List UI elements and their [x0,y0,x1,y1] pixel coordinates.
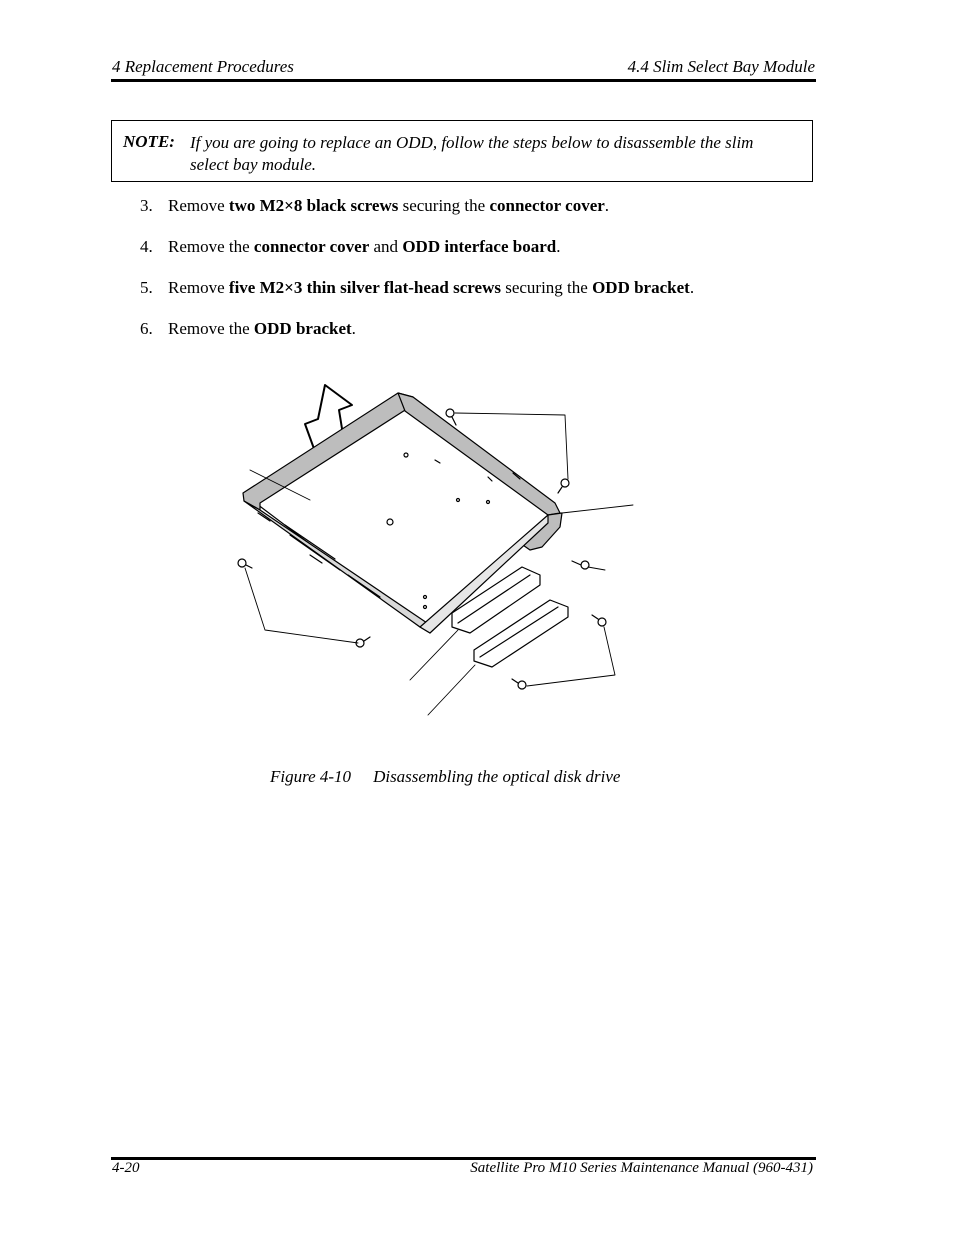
running-header-section: 4.4 Slim Select Bay Module [627,57,815,76]
procedure-step [140,237,694,278]
procedure-steps [140,196,694,360]
step-text: . [689,278,695,297]
screw-icon [572,561,589,569]
step-term: ODD bracket [253,319,352,338]
note-box [111,120,813,182]
screw-icon [238,559,252,568]
step-text: and [369,237,403,256]
procedure-step [140,196,694,237]
figure-number: Figure 4-10 [270,767,352,786]
step-text: Remove the [168,319,254,338]
step-text: securing the [500,278,593,297]
procedure-step [140,319,694,360]
step-text: . [556,237,561,256]
step-number: 6. [140,319,153,338]
page-number: 4-20 [112,1160,140,1176]
note-text: If you are going to replace an ODD, follow the steps below to disassemble the slim select bay module. [190,133,754,174]
procedure-step [140,278,694,319]
step-term: connector cover [253,237,370,256]
figure-caption [270,767,620,787]
step-number: 5. [140,278,153,297]
step-text: . [351,319,356,338]
step-text: securing the [398,196,490,215]
step-text: . [604,196,610,215]
screw-icon [592,615,606,626]
figure-caption-text: Disassembling the optical disk drive [373,767,621,786]
step-text: Remove [168,196,229,215]
step-number: 4. [140,237,153,256]
odd-disassembly-illustration [230,375,650,720]
screw-icon [356,637,370,647]
step-term: ODD bracket [592,278,690,297]
screw-icon [558,479,569,493]
step-term: ODD interface board [402,237,557,256]
step-text: Remove the [168,237,254,256]
step-term: connector cover [489,196,605,215]
step-term: five M2×3 thin silver flat-head screws [228,278,501,297]
step-term: two M2×8 black screws [228,196,399,215]
step-text: Remove [168,278,229,297]
note-label: NOTE: [123,132,175,151]
header-rule [111,79,816,82]
step-number: 3. [140,196,153,215]
running-header-chapter: 4 Replacement Procedures [112,57,294,76]
screw-icon [512,679,526,689]
manual-title: Satellite Pro M10 Series Maintenance Manual (960-431) [470,1160,813,1176]
